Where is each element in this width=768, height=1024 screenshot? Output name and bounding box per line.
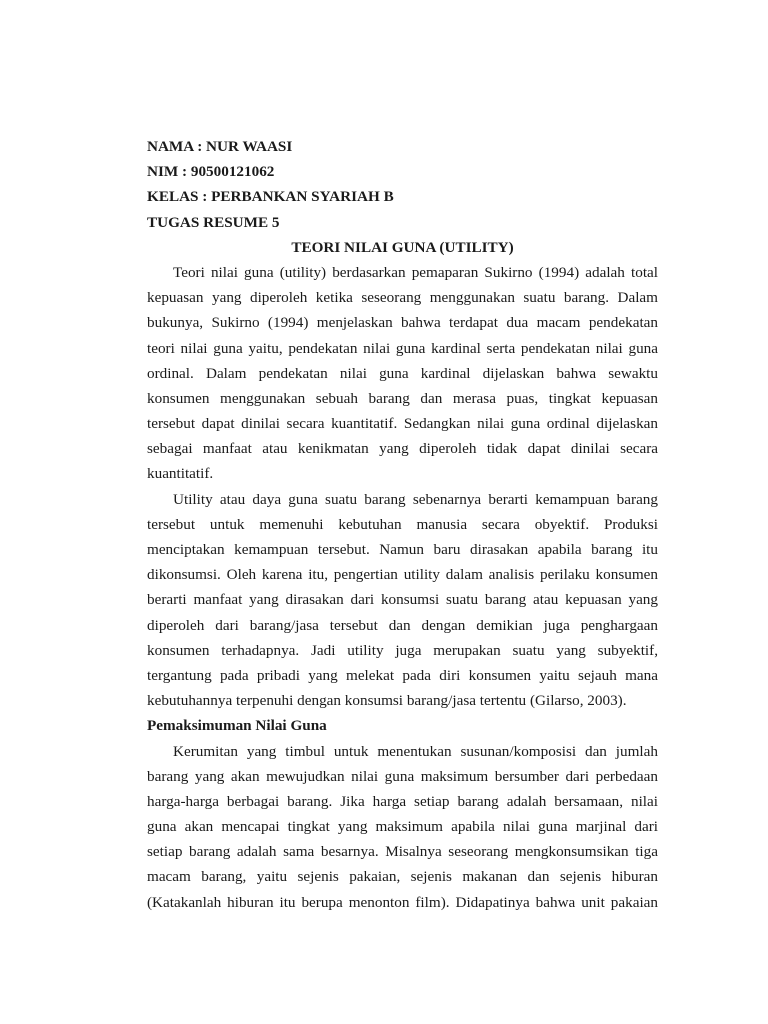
paragraph-line: Teori nilai guna (utility) berdasarkan pemaparan Sukirno (1994) adalah total	[173, 263, 658, 281]
paragraph-line: guna akan mencapai tingkat yang maksimum apabila nilai guna marjinal dari	[147, 818, 658, 836]
paragraph-line: harga-harga berbagai barang. Jika harga setiap barang adalah bersamaan, nilai	[147, 792, 658, 810]
paragraph-3	[147, 739, 658, 915]
paragraph-2	[147, 487, 658, 714]
paragraph-line: barang yang akan mewujudkan nilai guna maksimum bersumber dari perbedaan	[147, 767, 658, 785]
paragraph-line: menciptakan kemampuan tersebut. Namun baru dirasakan apabila barang itu	[147, 541, 658, 558]
paragraph-line: sebagai manfaat atau kenikmatan yang diperoleh tidak dapat dinilai secara	[147, 440, 658, 458]
paragraph-line: tersebut dapat dinilai secara kuantitatif. Sedangkan nilai guna ordinal dijelaskan	[147, 415, 658, 433]
paragraph-line: Utility atau daya guna suatu barang sebenarnya berarti kemampuan barang	[173, 490, 658, 508]
document-title: TEORI NILAI GUNA (UTILITY)	[291, 238, 514, 256]
student-class: KELAS : PERBANKAN SYARIAH B	[147, 188, 394, 206]
paragraph-line: teori nilai guna yaitu, pendekatan nilai guna kardinal serta pendekatan nilai guna	[147, 339, 658, 357]
student-name: NAMA : NUR WAASI	[147, 138, 293, 155]
paragraph-line: kuantitatif.	[147, 465, 214, 483]
student-id: NIM : 90500121062	[147, 163, 275, 181]
paragraph-line: dikonsumsi. Oleh karena itu, pengertian utility dalam analisis perilaku konsumen	[147, 566, 658, 584]
paragraph-line: konsumen menggunakan sebuah barang dan merasa puas, tingkat kepuasan	[147, 389, 658, 407]
paragraph-1	[147, 260, 658, 487]
paragraph-line: macam barang, yaitu sejenis pakaian, sejenis makanan dan sejenis hiburan	[147, 868, 658, 886]
paragraph-line: bukunya, Sukirno (1994) menjelaskan bahwa terdapat dua macam pendekatan	[147, 314, 658, 332]
paragraph-line: tersebut untuk memenuhi kebutuhan manusia secara obyektif. Produksi	[147, 515, 658, 533]
paragraph-line: Kerumitan yang timbul untuk menentukan susunan/komposisi dan jumlah	[173, 742, 658, 760]
paragraph-line: kebutuhannya terpenuhi dengan konsumsi barang/jasa tertentu (Gilarso, 2003).	[147, 692, 627, 710]
paragraph-line: berarti manfaat yang dirasakan dari konsumsi suatu barang atau kepuasan yang	[147, 591, 658, 609]
assignment-label: TUGAS RESUME 5	[147, 213, 280, 231]
paragraph-line: tergantung pada pribadi yang melekat pada diri konsumen yaitu sejauh mana	[147, 666, 658, 684]
section-heading: Pemaksimuman Nilai Guna	[147, 717, 327, 735]
paragraph-line: kepuasan yang diperoleh ketika seseorang menggunakan suatu barang. Dalam	[147, 289, 658, 307]
paragraph-line: (Katakanlah hiburan itu berupa menonton film). Didapatinya bahwa unit pakaian	[147, 893, 658, 911]
paragraph-line: konsumen terhadapnya. Jadi utility juga merupakan suatu yang subyektif,	[147, 641, 658, 659]
paragraph-line: diperoleh dari barang/jasa tersebut dan dengan demikian juga penghargaan	[147, 616, 658, 634]
paragraph-line: setiap barang adalah sama besarnya. Misalnya seseorang mengkonsumsikan tiga	[147, 843, 658, 861]
paragraph-line: ordinal. Dalam pendekatan nilai guna kardinal dijelaskan bahwa sewaktu	[147, 364, 658, 382]
document-content	[147, 134, 658, 915]
